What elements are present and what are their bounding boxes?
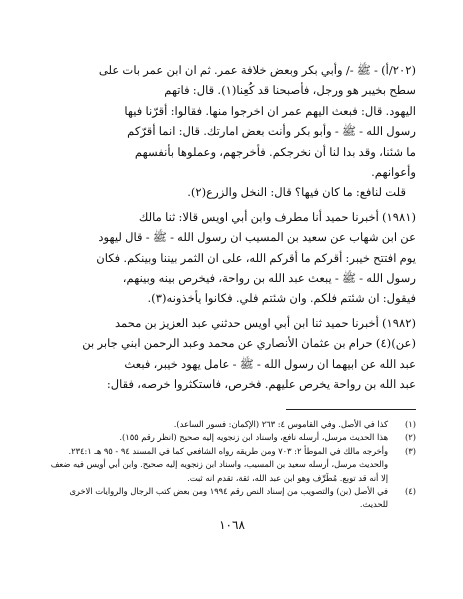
hadith-1982 (48, 313, 416, 395)
text-line: يوم افتتح خيبر: أقركم ما أقركم الله، على ان الثمر بيننا وبينكم. فكان (96, 250, 416, 265)
text-line: سطح بخيبر هو ورجل، فأصبحنا قد كُعِنا(١). قال: فاتهم (164, 83, 416, 98)
text-line: (عن)(٤) حرام بن عثمان الأنصاري عن محمد وعبد الرحمن ابني جابر بن (82, 336, 416, 351)
footnote-number: (١) (405, 419, 416, 429)
text-line: رسول الله - ﷺ - يبعث عبد الله بن رواحة، فيخرص بينه وبينهم، (122, 271, 416, 286)
text-line: ما شئنا، وقد بدا لنا أن نخرجكم. فأخرجهم، وعملوها بأنفسهم (134, 144, 416, 159)
text-line: عن ابن شهاب عن سعيد بن المسيب ان رسول الله - ﷺ - قال ليهود (98, 230, 416, 245)
footnote-text: في الأصل (بن) والتصويب من إسناد النص رقم ١٩٩٤ ومن بعض كتب الرجال والروايات الاخرى للحديث. (69, 486, 388, 510)
text-line: عبد الله عن ابيهما ان رسول الله - ﷺ - عامل يهود خيبر، فبعث (124, 356, 416, 371)
text-line: (١٩٨٢) أخبرنا حميد ثنا ابن أبي اويس حدثني عبد العزيز بن محمد (114, 315, 416, 330)
text-line: وأعوانهم. (371, 165, 416, 180)
text-line: عبد الله بن رواحة يخرص عليهم. فخرص، فاستكثروا خرصه، فقال: (106, 377, 416, 392)
footnote (48, 418, 416, 431)
page-number: ١٠٦٨ (219, 518, 245, 532)
footnote-text: هذا الحديث مرسل، أرسله نافع، واسناد ابن زنجويه إليه صحيح (انظر رقم ١٥٥). (119, 432, 388, 443)
footnote-number: (٣) (405, 445, 416, 456)
footnotes (48, 418, 416, 512)
footnote (48, 485, 416, 512)
document-page (48, 60, 416, 580)
footnote-number: (٤) (405, 486, 416, 497)
footnote (48, 458, 416, 485)
footnote-text: والحديث مرسل، أرسله سعيد بن المسيب، واسناد ابن زنجويه إليه صحيح. وابن أبي أويس فيه ضعف إلا أنه قد توبع. مُطَرِّف وهو ابن عبد الله، ثقة، تقدم انه ثبت. (50, 459, 388, 483)
footnote-divider (286, 409, 416, 410)
paragraph-1 (48, 60, 416, 182)
text-line: اليهود. قال: فبعث اليهم عمر ان اخرجوا منها. فقالوا: أقرّنا فيها (124, 103, 416, 118)
footnote (48, 431, 416, 444)
text-line: (١٩٨١) أخبرنا حميد أنا مطرف وابن أبي اويس قالا: ثنا مالك (138, 209, 416, 224)
text-line: (٢٠٢/أ) - ﷺ -/ وأبي بكر وبعض خلافة عمر. ثم ان ابن عمر بات على (98, 63, 416, 77)
paragraph-2 (48, 182, 416, 202)
text-line: قلت لنافع: ما كان فيها؟ قال: النخل والزرع(٢). (187, 185, 406, 200)
hadith-1981 (48, 207, 416, 309)
text-line: رسول الله - ﷺ - وأبو بكر وأنت بعض امارتك. قال: انما أقرّكم (127, 124, 416, 139)
footnote-text: كذا في الأصل. وفي القاموس ٤: ٢٦٣ (الإكمان: فسور الساعد). (173, 419, 388, 429)
footnote (48, 445, 416, 458)
text-line: فيقول: ان شئتم فلكم. وان شئتم فلي. فكانوا يأخذونه(٣). (147, 291, 416, 306)
footnote-number (394, 458, 416, 485)
footnote-number: (٢) (405, 432, 416, 443)
footnote-text: وأخرجه مالك في الموطأ ٢: ٧٠٣ ومن طريقه رواه الشافعي كما في المسند ٩٤ - ٩٥ هـ ٢٣٤:١. (68, 445, 388, 456)
